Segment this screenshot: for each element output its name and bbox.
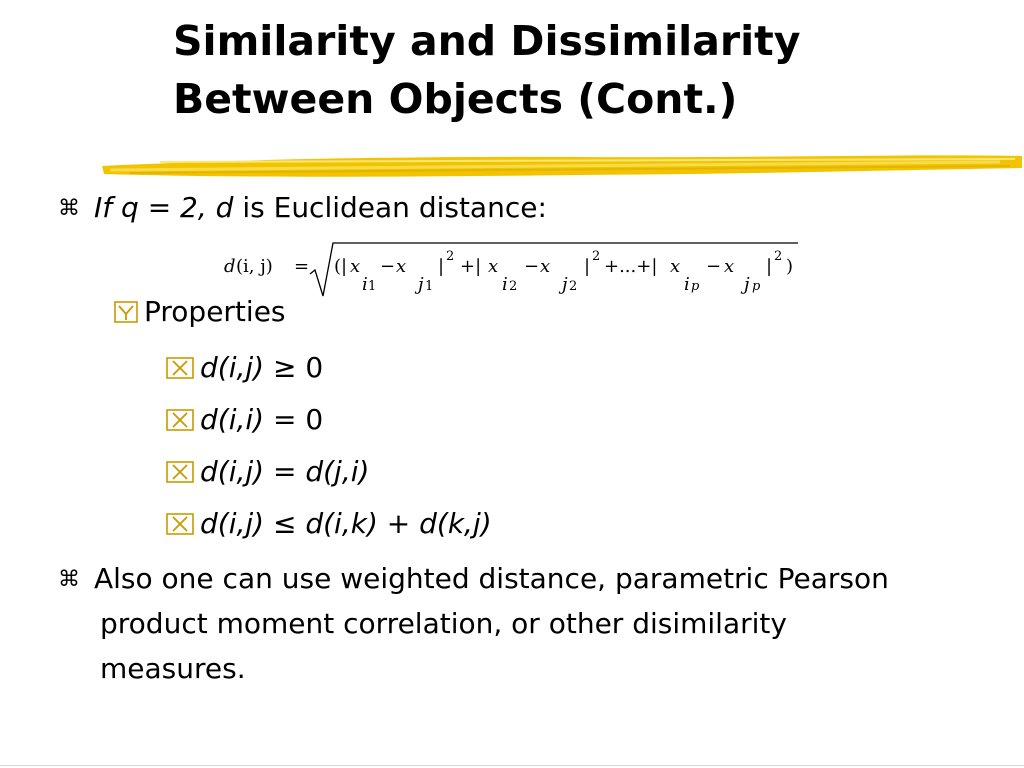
- footer-divider: [0, 765, 1024, 766]
- property-rhs: d(j,i): [305, 455, 370, 488]
- property-op: =: [264, 455, 306, 488]
- bullet-other-line-3: measures.: [100, 652, 246, 685]
- formula-pipe-1: |: [438, 256, 445, 277]
- formula-sub-i2: i: [502, 274, 508, 295]
- formula-exp-1: 2: [446, 249, 455, 264]
- formula-minus-1: −: [380, 256, 396, 277]
- bullet-other-measures: [58, 557, 889, 602]
- property-item: [166, 398, 323, 442]
- formula-close: ): [786, 256, 794, 277]
- property-rhs: 0: [305, 351, 324, 384]
- bullet-euclidean: [58, 186, 547, 231]
- bullet-other-line-1: Also one can use weighted distance, parametric Pearson: [94, 562, 889, 595]
- property-lhs: d(i,j): [200, 351, 265, 384]
- properties-label: Properties: [144, 295, 286, 328]
- formula-sub-2b: 2: [569, 279, 578, 294]
- formula-sub-i1: i: [362, 274, 368, 295]
- x-box-bullet-icon: [166, 357, 194, 379]
- formula-equals: =: [294, 256, 310, 277]
- formula-sub-pb: p: [752, 279, 761, 294]
- formula-x-jp: x: [724, 256, 735, 277]
- property-rhs: d(i,k) + d(k,j): [305, 507, 492, 540]
- formula-sub-1b: 1: [425, 279, 434, 294]
- bullet-other-line-2: product moment correlation, or other disimilarity: [100, 607, 787, 640]
- formula-open: (|: [334, 256, 348, 277]
- formula-minus-p: −: [706, 256, 722, 277]
- formula-sub-jp: j: [744, 274, 750, 295]
- formula-exp-2: 2: [592, 249, 601, 264]
- formula-sub-j2: j: [562, 274, 568, 295]
- formula-d: d: [224, 256, 236, 277]
- bullet-euclidean-italic: If q = 2, d: [94, 191, 234, 224]
- slide-title: [173, 12, 800, 128]
- command-bullet-icon: ⌘: [58, 196, 80, 221]
- y-box-bullet-icon: [114, 301, 138, 323]
- property-rhs: 0: [305, 403, 324, 436]
- x-box-bullet-icon: [166, 513, 194, 535]
- formula-pipe-2: |: [584, 256, 591, 277]
- formula-minus-2: −: [524, 256, 540, 277]
- formula-plus-1: +|: [460, 256, 482, 277]
- property-item: [166, 450, 369, 494]
- property-lhs: d(i,j): [200, 455, 265, 488]
- property-op: ≤: [264, 507, 306, 540]
- properties-heading: [114, 290, 286, 334]
- property-op: =: [264, 403, 306, 436]
- formula-dots: +...+|: [604, 256, 658, 277]
- title-underline-brush: [100, 150, 1024, 190]
- formula-args: (i, j): [236, 256, 273, 277]
- x-box-bullet-icon: [166, 409, 194, 431]
- property-lhs: d(i,j): [200, 507, 265, 540]
- command-bullet-icon: ⌘: [58, 567, 80, 592]
- formula-x-i2: x: [488, 256, 499, 277]
- property-lhs: d(i,i): [200, 403, 265, 436]
- formula-exp-p: 2: [774, 249, 783, 264]
- formula-sub-1a: 1: [368, 279, 377, 294]
- formula-sub-j1: j: [418, 274, 424, 295]
- formula-x-j2: x: [540, 256, 551, 277]
- formula-x-j1: x: [396, 256, 407, 277]
- formula-x-ip: x: [670, 256, 681, 277]
- title-line-1: Similarity and Dissimilarity: [173, 17, 801, 65]
- euclidean-formula: [222, 238, 802, 300]
- formula-pipe-p: |: [766, 256, 773, 277]
- property-item: [166, 346, 323, 390]
- formula-sub-ip: i: [684, 274, 690, 295]
- bullet-euclidean-text: is Euclidean distance:: [233, 191, 547, 224]
- title-line-2: Between Objects (Cont.): [173, 75, 738, 123]
- property-op: ≥: [264, 351, 306, 384]
- formula-x-i1: x: [350, 256, 361, 277]
- formula-sub-2a: 2: [509, 279, 518, 294]
- x-box-bullet-icon: [166, 461, 194, 483]
- formula-sub-pa: p: [691, 279, 700, 294]
- property-item: [166, 502, 492, 546]
